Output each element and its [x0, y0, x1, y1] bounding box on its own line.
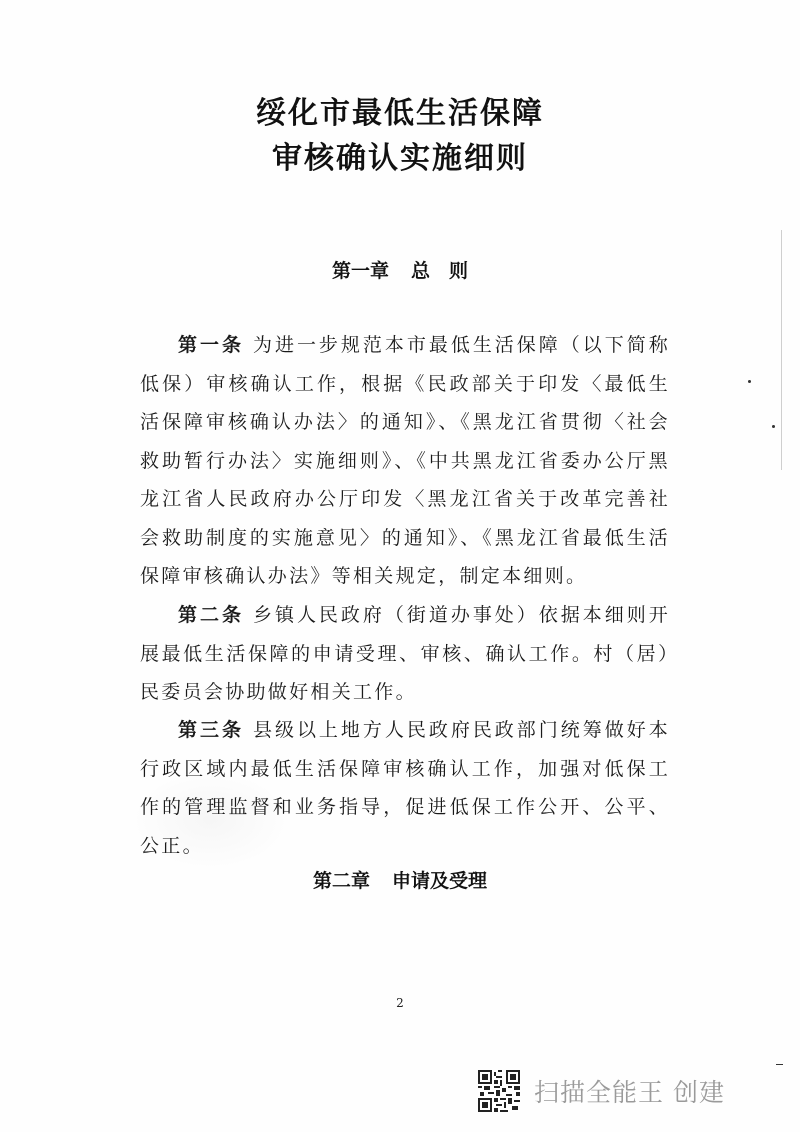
article-3-label: 第三条: [178, 719, 244, 741]
chapter-1-heading: [0, 256, 800, 283]
document-title-line-1: 绥化市最低生活保障: [256, 96, 544, 131]
article-3: [140, 711, 670, 865]
scan-edge-mark: [776, 1064, 783, 1065]
document-title-line-2: 审核确认实施细则: [272, 141, 528, 176]
chapter-1-label: 第一章: [331, 260, 389, 282]
chapter-2-heading: [0, 866, 800, 893]
article-1-label: 第一条: [178, 334, 244, 356]
scan-speck: [772, 425, 775, 428]
scanner-watermark: [478, 1070, 725, 1112]
article-2-label: 第二条: [178, 604, 244, 626]
page-number: 2: [396, 996, 404, 1010]
qr-code-icon: [478, 1070, 520, 1112]
article-1: [140, 326, 670, 596]
scan-speck: [748, 380, 751, 383]
chapter-2-name: 申请及受理: [392, 870, 488, 892]
article-2: [140, 596, 670, 712]
chapter-2-label: 第二章: [312, 870, 370, 892]
article-3-text: 县级以上地方人民政府民政部门统筹做好本行政区域内最低生活保障审核确认工作，加强对低保工作的管理监督和业务指导，促进低保工作公开、公平、公正。: [140, 719, 670, 857]
article-2-text: 乡镇人民政府（街道办事处）依据本细则开展最低生活保障的申请受理、审核、确认工作。村（居）民委员会协助做好相关工作。: [140, 604, 670, 703]
watermark-text: 扫描全能王 创建: [534, 1078, 725, 1107]
article-1-text: 为进一步规范本市最低生活保障（以下简称低保）审核确认工作，根据《民政部关于印发〈最低生活保障审核确认办法〉的通知》、《黑龙江省贯彻〈社会救助暂行办法〉实施细则》、《中共黑龙江省委办公厅黑龙江省人民政府办公厅印发〈黑龙江省关于改革完善社会救助制度的实施意见〉的通知》、《黑龙江省最低生活保障审核确认办法》等相关规定，制定本细则。: [140, 334, 670, 587]
chapter-1-name: 总 则: [411, 260, 469, 282]
